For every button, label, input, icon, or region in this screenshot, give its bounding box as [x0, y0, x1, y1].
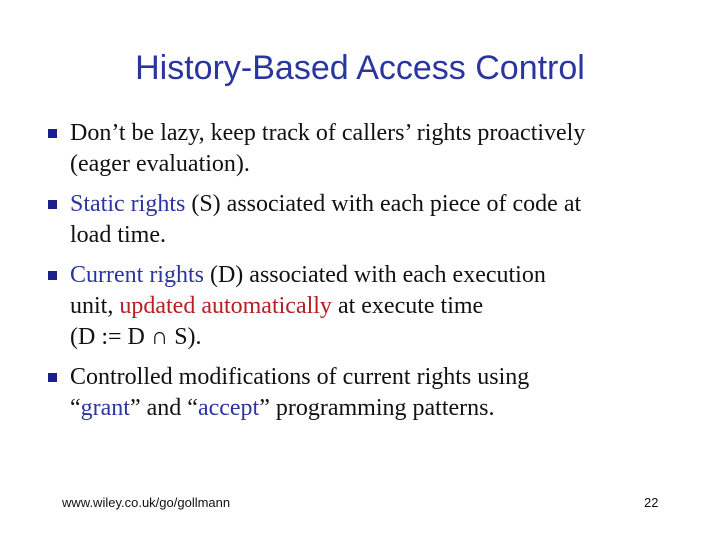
bullet-line: (D := D ∩ S). [70, 324, 202, 350]
bullet-line: load time. [70, 222, 166, 248]
bullet-item-current-rights [48, 260, 708, 353]
bullet-list [48, 118, 708, 424]
bullet-line [70, 291, 708, 322]
term-accept: accept [197, 395, 260, 421]
square-bullet-icon [48, 373, 57, 382]
bullet-item-controlled-modifications [48, 362, 708, 424]
footer-url: www.wiley.co.uk/go/gollmann [62, 495, 231, 510]
slide-title: History-Based Access Control [135, 49, 585, 87]
term-current-rights: Current rights [70, 262, 204, 288]
bullet-line: (eager evaluation). [70, 151, 250, 177]
highlight-updated-automatically: updated automatically [119, 293, 332, 319]
quote-mark: “ [70, 395, 81, 421]
bullet-line: Controlled modifications of current rights using [70, 364, 530, 390]
bullet-text: (D) associated with each execution [203, 262, 546, 288]
bullet-text: ” and “ [129, 395, 198, 421]
bullet-item-eager-evaluation [48, 118, 708, 180]
term-grant: grant [80, 395, 130, 421]
bullet-line [70, 260, 708, 291]
term-static-rights: Static rights [70, 191, 186, 217]
square-bullet-icon [48, 129, 57, 138]
bullet-line: Don’t be lazy, keep track of callers’ rights proactively [70, 120, 586, 146]
bullet-line [70, 189, 708, 220]
square-bullet-icon [48, 271, 57, 280]
bullet-item-static-rights [48, 189, 708, 251]
bullet-text: ” programming patterns. [259, 395, 495, 421]
bullet-line [70, 393, 708, 424]
bullet-text: (S) associated with each piece of code at [185, 191, 582, 217]
square-bullet-icon [48, 200, 57, 209]
bullet-text: unit, [70, 293, 120, 319]
bullet-text: at execute time [331, 293, 484, 319]
page-number: 22 [644, 495, 659, 510]
